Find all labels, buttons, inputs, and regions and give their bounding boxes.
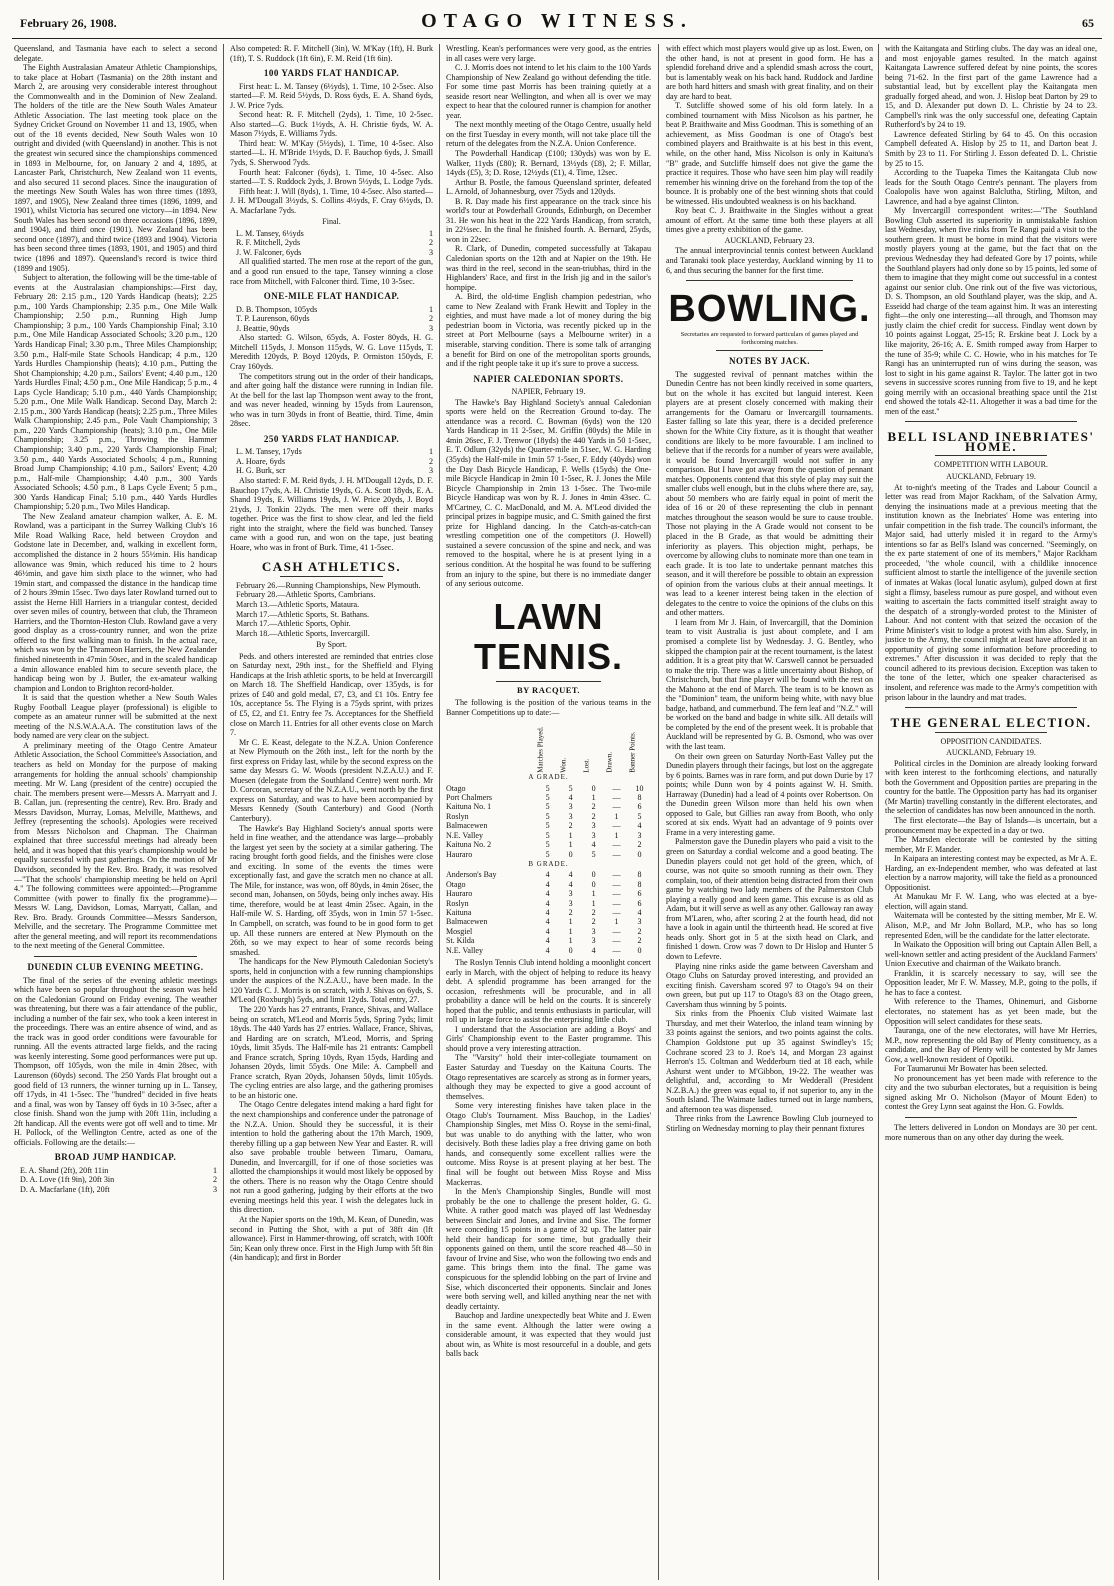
- paragraph: T. Sutcliffe showed some of his old form lately. In a combined tournament with Miss Nicolson as his partner, he beat P. Braithwaite and Miss Goodman. This is something of an achievement, as Miss Goodman is one of Otago's best combined players and Braithwaite is at his best in this event, while, on the other hand, Miss Nicolson is only in Kaituna's "B" grade, and Sutcliffe himself does not give the game the practice it requires. Those who have seen him play will readily remember his winning drive on the forehand from the top of the bounce. It is probably one of the best winning shots that could be witnessed. His undoubted weakness is on his backhand.: [666, 101, 873, 206]
- column-header: Matches Played.: [536, 726, 545, 773]
- table-cell: 1: [591, 889, 596, 899]
- table-cell: —: [612, 936, 621, 946]
- table-cell: 4: [591, 840, 596, 850]
- table-cell: 8: [637, 870, 642, 880]
- section-heading: BELL ISLAND INEBRIATES' HOME.: [887, 429, 1095, 454]
- table-cell: 0: [637, 849, 642, 859]
- table-cell: 8: [637, 879, 642, 889]
- dateline: NAPIER, February 19.: [511, 387, 586, 397]
- paragraph: The final of the series of the evening athletic meetings which have been so popular throughout the season was held on the Caledonian Ground on Friday evening. The weather was threatening, but there was a fair attendance of the public, including a number of the fair sex, who took a keen interest in the proceedings. There was an entire absence of wind, and as the track was in good order conditions were favourable for running. All the events attracted large fields, and the racing was keenly interesting. Some good performances were put up. Thompson, off 105yds, won the mile in 4min 28sec, with Laurenson (60yds) second. The 250 Yards Flat brought out a good field of 13 runners, the winner turning up in L. Tansey, off 17yds, in 41 1-5sec. The "hundred" decided in five heats and a final, was won by Tansey off 6yds in 10 3-5sec, after a close finish. Shand won the jump with 20ft 11in, including a 2ft handicap. All the events were got off well and to time. Mr H. Pollock, of the Wellington Centre, acted as one of the officials. Following are the details:—: [14, 975, 217, 1147]
- table-cell: 4: [545, 889, 550, 899]
- result-row: D. A. Love (1ft 9in), 20ft 3in 2: [20, 1175, 217, 1185]
- table-cell: 5: [637, 811, 642, 821]
- table-cell: 5: [545, 802, 550, 812]
- table-cell: 0: [568, 849, 573, 859]
- table-cell: 4: [568, 870, 573, 880]
- result-row: E. A. Shand (2ft), 20ft 11in 1: [20, 1165, 217, 1175]
- divider: [905, 421, 1077, 422]
- fixture-item: March 13.—Athletic Sports, Mataura.: [236, 599, 360, 609]
- team-name: Hauraro: [446, 889, 473, 899]
- team-name: N.E. Valley: [446, 830, 483, 840]
- column-rule: [878, 44, 879, 1580]
- section-heading: THE GENERAL ELECTION.: [890, 715, 1092, 731]
- paragraph: The annual interprovincial tennis contest between Auckland and Taranaki took place yesterday, Auckland winning by 11 to 6, and thus securing the banner for the first time.: [666, 246, 873, 275]
- team-name: Anderson's Bay: [446, 870, 497, 880]
- table-cell: 6: [637, 898, 642, 908]
- team-name: Otago: [446, 783, 466, 793]
- table-cell: 1: [568, 926, 573, 936]
- paragraph: Lawrence defeated Stirling by 64 to 45. On this occasion Campbell defeated A. Hislop by 25 to 11, and Darton beat J. Smith by 23 to 11. For Stirling J. Esson defeated D. L. Christie by 25 to 15.: [885, 129, 1097, 168]
- paragraph: In Kaipara an interesting contest may be expected, as Mr A. E. Harding, an ex-Independent member, who was defeated at last election by a narrow majority, will take the field as a pronounced Oppositionist.: [885, 854, 1097, 892]
- paragraph: Mr C. E. Keast, delegate to the N.Z.A. Union Conference at New Plymouth on the 26th inst., left for the north by the first express on Friday last, while by the second express on the same day Messrs G. W. Woods (president N.Z.A.U.) and F. Muesen (delegate from the Southland Centre) went north. Mr D. Corcoran, secretary of the N.Z.A.U., went north by the first express on Saturday, and was to have been accompanied by Messrs Kennedy (South Canterbury) and Good (North Canterbury).: [230, 737, 433, 824]
- subheading: Final.: [322, 217, 341, 227]
- paragraph: In Waikato the Opposition will bring out Captain Allen Bell, a well-known settler and acting president of the Auckland Farmers' Union Executive and chairman of the Waikato branch.: [885, 940, 1097, 969]
- result-row: D. A. Macfarlane (1ft), 20ft 3: [20, 1184, 217, 1194]
- paragraph: The next monthly meeting of the Otago Centre, usually held on the first Tuesday in every month, will not take place till the return of the delegates from the N.Z.A. Union Conference.: [446, 120, 651, 149]
- table-cell: 1: [591, 898, 596, 908]
- team-name: Port Chalmers: [446, 793, 492, 803]
- table-cell: 0: [568, 945, 573, 955]
- table-cell: 4: [591, 945, 596, 955]
- paragraph: Also competed: R. F. Mitchell (3in), W. M'Kay (1ft), H. Burk (1ft), T. S. Ruddock (1ft 6in), F. M. Reid (1ft 6in).: [230, 44, 433, 63]
- divider: [905, 707, 1077, 708]
- table-row: [446, 908, 651, 917]
- paragraph: Subject to alteration, the following will be the time-table of events at the Australasian championships:—First day, February 28: 2.15 p.m., 120 Yards Handicap (heats); 2.25 p.m., 100 Yards Championship; 2.35 p.m., One Mile Walk Championship; 2.50 p.m., Running High Jump Championship; 3 p.m., 100 Yards Championship Final; 3.10 p.m., One Mile Handicap Associated Schools; 3.20 p.m., 120 Yards Handicap Final; 3.30 p.m., Three Miles Championship; 3.50 p.m., Half-mile State Schools Handicap; 4 p.m., 120 Yards Hurdles Championship (heats); 4.10 p.m., Putting the Shot Championship; 4.20 p.m., Sailors' Event; 4.40 p.m., 120 Yards Hurdles Final; 4.50 p.m., One Mile Handicap; 5 p.m., 4 Laps Cycle Handicap; 5.10 p.m., 440 Yards Championship; 5.20 p.m., One Mile Walk Handicap. Second Day, March 2: 2.15 p.m., 300 Yards Handicap (heats); 2.25 p.m., Three Miles Walk Championship; 2.45 p.m., Pole Vault Championship; 3 p.m., 220 Yards Championship (heats); 3.10 p.m., One Mile Championship; 3.25 p.m., Throwing the Hammer Championship; 3.40 p.m., 220 Yards Championship Final; 3.50 p.m., 440 Yards Associated Schools; 4 p.m., Running Broad Jump Championship; 4.10 p.m., Sailors' Event; 4.20 p.m., Half-mile Championship; 4.40 p.m., 300 Yards Associated Schools; 4.50 p.m., 8 Laps Cycle Event; 5 p.m., 300 Yards Handicap Final; 5.10 p.m., 440 Yards Hurdles Championship; 5.20 p.m., Two Miles Handicap.: [14, 273, 217, 512]
- section-heading: ONE-MILE FLAT HANDICAP.: [263, 291, 400, 302]
- team-name: Balmacewen: [446, 821, 488, 831]
- table-row: [446, 802, 651, 811]
- paragraph: The New Zealand amateur champion walker, A. E. M. Rowland, was a participant in the Surrey Walking Club's 16 Mile Road Walking Race, held between Croydon and Godstone late in December, and, walking in excellent form, accomplished the distance in 2 hours 55½min. His handicap allowance was 9min, which reduced his time to 2 hours 46½min, and gave him sixth place to the winner, who had 19min start, and compassed the distance in the handicap time of 2 hours 39min 15sec. Two days later Rowland turned out to assist the Herne Hill Harriers in a triangular contest, decided over seven miles of country, between that club, the Thrameon Harriers, and the Thornton-Heston Club. Rowland gave a very good display as a cross-country runner, and won the prize offered to the first walking man to finish. In the actual race, which was won by the Thrameon Harriers, the New Zealander finished nineteenth in 47min 50sec, and in the scaled handicap a 4min allowance enabled him to secure seventh place, the handicap being won by J. Butler, the ex-amateur walking champion and London to Brighton record-holder.: [14, 511, 217, 693]
- result-row: H. G. Burk, scr 3: [236, 466, 433, 476]
- table-cell: 3: [591, 830, 596, 840]
- table-cell: 3: [591, 936, 596, 946]
- column-1: [14, 44, 217, 1580]
- result-row: J. Beattie, 90yds 3: [236, 323, 433, 333]
- divider: [905, 1117, 1077, 1118]
- table-cell: 4: [545, 936, 550, 946]
- divider: [496, 681, 601, 682]
- dateline: AUCKLAND, February 19.: [946, 748, 1036, 758]
- table-row: [446, 936, 651, 945]
- fixture-item: February 28.—Athletic Sports, Cambrians.: [236, 590, 376, 600]
- table-cell: 1: [568, 917, 573, 927]
- table-cell: 6: [637, 889, 642, 899]
- table-cell: 3: [568, 898, 573, 908]
- paragraph: R. Clark, of Dunedin, competed successfully at Takapau Caledonian sports on the 12th and at Napier on the 19th. He was third in the reel, second in the sean-triubhas, third in the Highlanders' Race, and first in the Irish jig and in the sailor's hornpipe.: [446, 244, 651, 292]
- paragraph: A. Bird, the old-time English champion pedestrian, who came to New Zealand with Frank Hewitt and Topley in the eighties, and must have made a lot of money during the big pedestrian boom in Victoria, was recently picked up in the street at Port Melbourne (says a Melbourne writer) in a miserable, starving condition. There is some talk of arranging a benefit for Bird on one of the metropolitan sports grounds, and if the right people take it up it's sure to prove a success.: [446, 292, 651, 369]
- table-row: [446, 880, 651, 889]
- table-cell: 1: [614, 830, 619, 840]
- table-cell: 3: [568, 802, 573, 812]
- issue-date: February 26, 1908.: [20, 16, 117, 30]
- paragraph: The following is the position of the various teams in the Banner Competitions up to date:—: [446, 698, 651, 717]
- table-cell: 4: [568, 879, 573, 889]
- table-row: [446, 793, 651, 802]
- table-cell: 3: [637, 830, 642, 840]
- result-row: L. M. Tansey, 17yds 1: [236, 447, 433, 457]
- paragraph: Wrestling. Kean's performances were very good, as the entries in all cases were very large.: [446, 44, 651, 63]
- table-cell: 1: [614, 811, 619, 821]
- team-name: Balmacewen: [446, 917, 488, 927]
- editor-note: Secretaries are requested to forward particulars of games played and forthcoming matches.: [680, 331, 859, 346]
- column-rule: [658, 44, 659, 1580]
- table-cell: 4: [545, 907, 550, 917]
- fixture-item: March 17.—Athletic Sports, Ophir.: [236, 619, 351, 629]
- team-name: Kaituna No. 2: [446, 840, 492, 850]
- paragraph: Roy beat C. J. Braithwaite in the Singles without a great amount of effort. At the same time both these players at all times give a pretty exhibition of the game.: [666, 206, 873, 235]
- table-cell: 4: [545, 870, 550, 880]
- table-cell: 5: [545, 840, 550, 850]
- table-cell: —: [612, 783, 621, 793]
- column-3: [446, 44, 651, 1580]
- fixture-item: March 17.—Athletic Sports, St. Bathans.: [236, 609, 370, 619]
- paragraph: I understand that the Association are adding a Boys' and Girls' Championship event to the Easter programme. This should prove a very interesting attraction.: [446, 1024, 651, 1053]
- paragraph: The "Varsity" hold their inter-collegiate tournament on Easter Saturday and Tuesday on the Kaituna Courts. The Otago representatives are scarcely as strong as in former years, although they may be expected to give a good account of themselves.: [446, 1053, 651, 1101]
- result-row: T. P. Laurenson, 60yds 2: [236, 314, 433, 324]
- table-row: [446, 821, 651, 830]
- team-name: St. Kilda: [446, 936, 475, 946]
- paragraph: The Roslyn Tennis Club intend holding a moonlight concert early in March, with the object of helping to reduce its heavy debt. A splendid programme has been arranged for the occasion, refreshments will be procurable, and in all probability a dance will be held on the courts. It is sincerely hoped that the public, and tennis enthusiasts in particular, will roll up in large force to assist the enterprising little club.: [446, 957, 651, 1025]
- table-cell: 1: [591, 793, 596, 803]
- table-cell: 4: [545, 898, 550, 908]
- team-name: Roslyn: [446, 811, 469, 821]
- paragraph: Second heat: R. F. Mitchell (2yds), 1. Time, 10 2-5sec. Also started—G. Buck 1½yds, A. H. Christie 6yds, W. A. Mason 7½yds, E. Williams 7yds.: [230, 110, 433, 139]
- column-header: Drawn.: [605, 751, 614, 773]
- table-cell: —: [612, 945, 621, 955]
- paragraph: C. J. Morris does not intend to let his claim to the 100 Yards Championship of New Zealand go without defending the title. For some time past Morris has been training quietly at a seaside resort near Wellington, and when all is over we may expect to hear that the coloured runner is champion for another year.: [446, 63, 651, 120]
- table-row: [446, 784, 651, 793]
- table-cell: 10: [635, 783, 644, 793]
- result-row: A. Hoare, 6yds 2: [236, 456, 433, 466]
- table-cell: 4: [637, 907, 642, 917]
- team-name: Roslyn: [446, 898, 469, 908]
- paragraph: B. R. Day made his first appearance on the track since his world's tour at Powderhall Grounds, Edinburgh, on December 31. He won his heat in the 222 Yards Handicap, from scratch, in 22½sec. In the final he finished fourth. A. Bernard, 25yds, won in 22sec.: [446, 196, 651, 244]
- paragraph: Franklin, it is scarcely necessary to say, will see the Opposition leader, Mr F. W. Massey, M.P., going to the polls, if he has to face a contest.: [885, 968, 1097, 997]
- column-header: Lost.: [582, 758, 591, 773]
- fixture-item: March 18.—Athletic Sports, Invercargill.: [236, 628, 370, 638]
- table-cell: —: [612, 870, 621, 880]
- table-row: [446, 889, 651, 898]
- paragraph: Playing nine rinks aside the game between Caversham and Otago Clubs on Saturday proved interesting, and provided an exciting finish. Caversham scored 97 to Otago's 94 on their own green, but put up 117 to Otago's 83 on the Otago green, Caversham thus winning by 5 points.: [666, 961, 873, 1009]
- paragraph: I learn from Mr J. Hain, of Invercargill, that the Dominion team to visit Australia is just about complete, and I am promised a complete list by Wednesday. J. G. Bentley, who skipped the champion pair at the recent tournament, is the latest addition. It is a great pity that W. Carswell cannot be persuaded to make the trip. There was a little uncertainty about Bishop, of Christchurch, but that fine player will be found with the rest on the Mahono at the end of March. The team is to be known as the "Dominion" team, the uniform being white, with navy blue badge, hatband, and cummerbund. The fern leaf and "N.Z." will be worked on the band and badge in white silk. All details will be completed by the end of the present week. It is probable that Auckland will be represented by G. B. Osmond, who was over with the last team.: [666, 617, 873, 751]
- paragraph: At Manukau Mr F. W. Lang, who was elected at a bye-election, will again stand.: [885, 892, 1097, 911]
- table-cell: 4: [568, 793, 573, 803]
- table-cell: 3: [637, 917, 642, 927]
- section-heading: 100 YARDS FLAT HANDICAP.: [263, 68, 400, 79]
- table-cell: 4: [545, 917, 550, 927]
- paragraph: The Marsden electorate will be contested by the sitting member, Mr F. Mander.: [885, 835, 1097, 854]
- fixture-item: February 26.—Running Championships, New Plymouth.: [236, 580, 421, 590]
- paragraph: Arthur B. Postle, the famous Queensland sprinter, defeated L. Arnold, of Johannesburg, over 75yds and 120yds.: [446, 177, 651, 197]
- paragraph: Tauranga, one of the new electorates, will have Mr Herries, M.P., now representing the old Bay of Plenty constituency, as a candidate, and the Bay of Plenty will be contested by Mr James Gow, a well-known resident of Opotiki.: [885, 1026, 1097, 1064]
- result-list: [230, 305, 433, 334]
- subheading: COMPETITION WITH LABOUR.: [934, 460, 1048, 470]
- table-cell: 4: [545, 945, 550, 955]
- paragraph: The Powderhall Handicap (£100; 130yds) was won by E. Walker, 11yds (£80); R. Bernard, 13½yds (£8), 2; F. Millar, 14yds (£5), 3; D. Rose, 12½yds (£1), 4. Time, 12sec.: [446, 149, 651, 178]
- table-cell: —: [612, 821, 621, 831]
- table-cell: 0: [591, 783, 596, 793]
- byline: BY RACQUET.: [516, 684, 581, 695]
- table-cell: 6: [637, 802, 642, 812]
- table-cell: —: [612, 907, 621, 917]
- table-row: [446, 870, 651, 879]
- newspaper-title: OTAGO WITNESS.: [421, 10, 693, 32]
- table-cell: —: [612, 802, 621, 812]
- paragraph: Also started: F. M. Reid 8yds, J. H. M'Dougall 12yds, D. F. Bauchop 17yds, A. H. Christie 19yds, G. A. Scott 18yds, E. A. Shand 19yds, E. Williams 19yds, J. W. Price 20yds, J. Boyd 21yds, J. Tonkin 22yds. The men were off their marks together. Price was the first to show clear, and led the field right into the straight, where the field was bunched. Tansey came with a good run, and won on the tape, just beating Hoare, who was in front of Burk. Time, 41 1-5sec.: [230, 475, 433, 552]
- paragraph: The first electorate—the Bay of Islands—is uncertain, but a pronouncement may be expected in a day or two.: [885, 816, 1097, 835]
- divider: [34, 956, 197, 957]
- section-heading: NAPIER CALEDONIAN SPORTS.: [473, 373, 624, 384]
- table-cell: 2: [568, 821, 573, 831]
- column-header: Won.: [559, 757, 568, 773]
- paragraph: In the Men's Championship Singles, Bundle will most probably be the one to challenge the present holder, G. G. White. A rather good match was played off last Wednesday between Sinclair and Jones, and Irvine and Sise. The former were conceding 15 points in a game of 32 up. The latter pair held their handicap for some time, but gradually their opponents gained on them, until the score reached 48—50 in favour of Irvine and Sise, who won the following two ends and game. This brings them into the final. The game was conspicuous for the splendid lobbing on the part of Irvine and Sise, which disconcerted their opponents. Sinclair and Jones were both serving well, and killed anything near the net with deadly certainty.: [446, 1187, 651, 1311]
- dateline: AUCKLAND, February 19.: [946, 471, 1036, 481]
- table-cell: 2: [591, 907, 596, 917]
- table-cell: —: [612, 840, 621, 850]
- section-heading: LAWN TENNIS.: [473, 595, 623, 677]
- paragraph: Three rinks from the Lawrence Bowling Club journeyed to Stirling on Wednesday morning to play their pennant fixtures: [666, 1114, 873, 1133]
- divider: [686, 280, 853, 281]
- table-cell: 2: [591, 802, 596, 812]
- table-cell: 5: [545, 811, 550, 821]
- page-number: 65: [1082, 16, 1094, 30]
- result-row: J. W. Falconer, 6yds 3: [236, 247, 433, 257]
- table-row: [446, 917, 651, 926]
- team-name: Hauraro: [446, 849, 473, 859]
- team-name: N.E. Valley: [446, 945, 483, 955]
- result-row: R. F. Mitchell, 2yds 2: [236, 238, 433, 248]
- team-name: Mosgiel: [446, 926, 473, 936]
- paragraph: All qualified started. The men rose at the report of the gun, and a good run ensued to the tape, Tansey winning a close race from Mitchell, with Falconer third. Time, 10 3-5sec.: [230, 257, 433, 286]
- section-heading: CASH ATHLETICS.: [261, 559, 402, 575]
- table-cell: 4: [545, 879, 550, 889]
- table-cell: —: [612, 879, 621, 889]
- divider: [935, 732, 1047, 733]
- table-cell: 5: [545, 821, 550, 831]
- paragraph: Also started: G. Wilson, 65yds, A. Foster 80yds, H. G. Mitchell 115yds, J. Monson 115yds, W. G. Love 115yds, T. Meredith 120yds, P. Boyd 120yds, P. Ormiston 150yds, F. Cray 160yds.: [230, 333, 433, 371]
- table-cell: 2: [591, 811, 596, 821]
- table-cell: 3: [568, 811, 573, 821]
- paragraph: On their own green on Saturday North-East Valley put the Dunedin players through their facings, but lost on the aggregate by 6 points. Barnes was in rare form, and put down Durie by 17 points; while Dunn won by 4 points against W. H. Smith. Harraway (Dunedin) had a lead of 4 points over Robertson. On the Dunedin green Wilson more than held his own when opposed to Gale, but Gillies ran away from Booth, who only scored at six ends. Wyatt had an advantage of 9 points over Frame in a very interesting game.: [666, 751, 873, 837]
- grade-label: A GRADE.: [528, 773, 569, 782]
- divider: [716, 350, 823, 351]
- fixtures-list: [230, 581, 433, 638]
- paragraph: The suggested revival of pennant matches within the Dunedin Centre has not been kindly received in some quarters, but on the whole it has excited but languid interest. Keen players are at present closely concerned with making their arrangements for the Oamaru or Invercargill tournaments. Easter falling so late this year, there is a decided preference shown for the White City fixture, as it is thought that weather conditions are likely to be more favourable. I am inclined to believe that if the records for a number of years were available, it would be found Invercargill would not suffer in any comparison. But I have got away from the question of pennant matches. Opponents contend that this style of play may suit the smaller clubs well enough, but in the clubs where there are, say, about 50 members who are fairly equal in point of merit the idea of 16 or 20 of these representing the club in pennant matches throughout the season would be sure to cause trouble. Those not playing in the A Grade would not consent to be placed in the B Grade, as that would be admitting their inferiority as players. This objection might, perhaps, be overcome by allowing clubs to nominate more than one team in each grade. It is too late to undertake pennant matches this season, and it will therefore be possible to obtain an expression of opinion from the various clubs at their annual meetings. It was lead to a keener interest being taken in the election of delegates to the centre to voice the opinions of the clubs on this and other matters.: [666, 369, 873, 618]
- team-name: Otago: [446, 879, 466, 889]
- paragraph: Bauchop and Jardine unexpectedly beat White and J. Ewen in the same event. Although the latter were owing a considerable amount, it was expected that they would just about win, as White is most resourceful in a double, and gets balls back: [446, 1311, 651, 1359]
- table-cell: 4: [637, 821, 642, 831]
- result-row: L. M. Tansey, 6½yds 1: [236, 228, 433, 238]
- column-2: [230, 44, 433, 1580]
- section-heading: BOWLING.: [668, 288, 871, 331]
- table-cell: —: [612, 926, 621, 936]
- paragraph: With reference to the Thames, Ohinemuri, and Gisborne electorates, no statement has as yet been made, but the Opposition will select candidates for these seats.: [885, 997, 1097, 1026]
- table-cell: 3: [568, 889, 573, 899]
- table-cell: 0: [591, 879, 596, 889]
- paragraph: The Hawke's Bay Highland Society's annual sports were held in fine weather, and the attendance was large—probably the largest yet seen by the society at a similar gathering. The racing brought forth good fields, and the finishes were close and exciting. In some of the events the times were exceptionally fast, and gave the scratch men no chance at all. The Mile, for instance, was won, off 80yds, in 4min 26sec, the second man, Johansen, on 50yds, being only inches away. His time, therefore, would be at least 4min 25sec. Again, in the Half-mile W. S. Harding, off 35yds, won in 1min 57 1-5sec. In Campbell, on scratch, was found to be in good form to get up. All these runners are entered at New Plymouth on the 26th, so we may expect to hear of some records being smashed.: [230, 823, 433, 957]
- table-cell: 1: [614, 917, 619, 927]
- paragraph: The Eighth Australasian Amateur Athletic Championships, to take place at Hobart (Tasmania) on the 28th instant and March 2, are arousing very considerable interest throughout the Commonwealth and in the Dominion of New Zealand. The holders of the title are the New South Wales Amateur Athletic Association. The last meeting took place on the Sydney Cricket Ground on November 11 and 13, 1905, when out of the 18 events decided, New South Wales won 10 outright and divided (with Queensland) in another. This is not the greatest win secured since the championships commenced in 1893 in Melbourne, for, on January 2 and 4, 1895, at Lancaster Park, Christchurch, New Zealand won 11 events, and also secured 11 second places. Since the inauguration of the meetings New South Wales has won three times (1893, 1897, and 1905), New Zealand three times (1896, 1899, and 1901), whilst Victoria has secured one victory—in 1894. New South Wales has been second on three occasions (1896, 1899, and 1904), and third once (1901). New Zealand has been second once (1897), and third twice (1893 and 1904). Victoria has been second three times (1893, 1901, and 1905) and third twice (1896 and 1897). Queensland's record is twice third (1899 and 1905).: [14, 63, 217, 273]
- section-heading: DUNEDIN CLUB EVENING MEETING.: [27, 961, 204, 972]
- paragraph: The 220 Yards has 27 entrants, France, Shivas, and Wallace being on scratch, M'Leod and Morris 5yds, Spring 7yds; limit 18yds. The 440 Yards has 27 entries. Wallace, France, Shivas, and Harding are on scratch, M'Leod, Morris, and Spring 10yds, limit 35yds. The Half-mile has 21 entrants: Campbell and France scratch, Spring 10yds, Ryan 15yds, Harding and Johansen 20yds, limit 55yds. One Mile: A. Campbell and France scratch, Ryan 20yds, Johansen 50yds, limit 105yds. The cycling entries are also large, and the gathering promises to be an historic one.: [230, 1004, 433, 1100]
- table-cell: —: [612, 793, 621, 803]
- subheading: OPPOSITION CANDIDATES.: [940, 736, 1042, 746]
- table-cell: 2: [637, 936, 642, 946]
- paragraph: At to-night's meeting of the Trades and Labour Council a letter was read from Major Rackham, of the Salvation Army, denying the insinuations made at a previous meeting that the institution known as the Inebriates' Home was entering into unfair competition in the fish trade. The council's informant, the Major said, had utterly misled it in regard to the Army's intentions so far as Bell's Island was concerned. "Seemingly, on the ex parte statement of one of its members," Major Rackham proceeded, "the whole council, with a childlike innocence sufficient almost to startle the intelligence of the juvenile section of inmates at Wakas (local lunatic asylum), gulped down at first sight a flimsy, baseless rumour as pure gospel, and without even waiting to ascertain the facts committed itself straight away to the despatch of a strongly-worded protest to the Minister of Labour. And not content with that seized the occasion of the Prime Minister's visit to lodge a protest with him also. Surely, in justice to the Army, the council might at least have afforded it an opportunity of giving some information before proceeding to extremes." After discussion it was decided to reply that the council adhered to its previous decision. Exception was taken to the tone of the letter, which one speaker characterised as insolent, and reference was made to the Army's competition with prison labour in the laundry and mat trades.: [885, 482, 1097, 702]
- table-cell: 4: [545, 926, 550, 936]
- table-cell: 0: [637, 945, 642, 955]
- table-cell: —: [612, 849, 621, 859]
- paragraph: Queensland, and Tasmania have each to select a second delegate.: [14, 44, 217, 63]
- table-cell: 5: [545, 793, 550, 803]
- paragraph: For Taumarunui Mr Bowater has been selected.: [894, 1064, 1048, 1074]
- paragraph: According to the Tuapeka Times the Kaitangata Club now leads for the South Otago Centre's pennant. The players from Coalopolis have won against Balclutha, Stirling, Milton, and Lawrence, and had a bye against Clinton.: [885, 168, 1097, 206]
- grade-label: B GRADE.: [528, 859, 569, 868]
- table-cell: 2: [637, 926, 642, 936]
- column-5: [885, 44, 1097, 1580]
- paragraph: At the Napier sports on the 19th, M. Kean, of Dunedin, was second in Putting the Shot, with a put of 38ft 4in (lft allowance). First in Hammer-throwing, off scratch, with 100ft 5in; Kean only threw once. First in the High Jump with 5ft 8in (4in handicap); and first in Border: [230, 1214, 433, 1263]
- paragraph: Third heat: W. M'Kay (5½yds), 1. Time, 10 4-5sec. Also started—L. H. M'Bride 1½yds, D. F. Bauchop 6yds, J. Smaill 7yds, S. Sherwood 7yds.: [230, 138, 433, 168]
- table-cell: 2: [591, 917, 596, 927]
- table-cell: 8: [637, 793, 642, 803]
- paragraph: The letters delivered in London on Mondays are 30 per cent. more numerous than on any other day during the week.: [885, 1122, 1097, 1142]
- table-cell: 5: [545, 830, 550, 840]
- divider: [935, 455, 1047, 456]
- table-cell: 3: [591, 926, 596, 936]
- result-list: [230, 447, 433, 476]
- paragraph: The competitors strung out in the order of their handicaps, and after going half the distance were running in Indian file. At the bell for the last lap Thompson went away to the front, and was never headed, winning by 15yds from Laurenson, who was in turn 30yds in front of Beattie, third. Time, 4min 28sec.: [230, 371, 433, 429]
- column-rule: [439, 44, 440, 1580]
- byline: By Sport.: [316, 640, 347, 650]
- table-cell: 5: [568, 783, 573, 793]
- team-name: Kaituna: [446, 907, 472, 917]
- table-cell: 2: [637, 840, 642, 850]
- paragraph: The Hawke's Bay Highland Society's annual Caledonian sports were held on the Recreation Ground to-day. The attendance was a record. C. Bowman (6yds) won the 120 Yards Handicap in 11 2-5sec, M. Griffin (80yds) the Mile in 4min 26sec, F. J. Trenwor (18yds) the 440 Yards in 50 1-5sec, E. T. Odlum (32yds) the Quarter-mile in 51sec, W. G. Harding (35yds) the Half-mile in 1min 57 1-5sec, F. Eddy (40yds) won the Day Dash Bicycle Handicap, F. Wells (15yds) the One-mile Bicycle Handicap in 2min 10 1-5sec, R. J. Jones the Mile Bicycle Championship in 2min 13 1-5sec. The Two-mile Bicycle Handicap was won by R. J. Jones in 4min 43sec. C. M'Cartney, C. C. MacDonald, and M. A. M'Leod divided the principal prizes in bagpipe music, and C. Smith gained the first prize for Highland dancing. In the Catch-as-catch-can wrestling competition one of the competitors (J. Howell) sustained a severe concussion of the spine and neck, and was removed to the hospital, where he is at present lying in a serious condition. At the hospital he was found to be suffering from an injury to the spine, but there is no immediate danger of any serious outcome.: [446, 397, 651, 589]
- result-row: D. B. Thompson, 105yds 1: [236, 304, 433, 314]
- result-list: [14, 1166, 217, 1195]
- paragraph: A preliminary meeting of the Otago Centre Amateur Athletic Association, the School Committee's Association, and teachers as held on Monday for the purpose of making arrangements for holding the annual schools' championship meeting. Mr W. Lang (president of the centre) occupied the chair. The members present were—Messrs A. Marryatt and J. B. Callan, jun. (representing the centre), Rev. Bro. Brady and Messrs Davidson, Murray, Lomas, Melville, Matthews, and Jeffrey (representing the schools). Apologies were received from Messrs Nicholson and Chapman. The Chairman explained that three successful meetings had already been held, and it was hoped that this year's championship would be equally successful with past gatherings. On the motion of Mr Davidson, seconded by the Rev. Bro. Brady, it was resolved—"That the schools' championship meeting be held on April 4." The following committees were appointed:—Programme Committee (with power to finally fix the programme)—Messrs W. Lang, Davidson, Lomas, Marryatt, Callan, and Rev. Bro. Brady. Grounds Committee—Messrs Sanderson, Melville, and the secretary. The Programme Committee met after the general meeting, and will report its recommendations to the next meeting of the General Committee.: [14, 740, 217, 951]
- table-cell: —: [612, 898, 621, 908]
- table-cell: 3: [591, 821, 596, 831]
- paragraph: Waitemata will be contested by the sitting member, Mr E. W. Alison, M.P., and Mr John Bollard, M.P., who has so long represented Eden, will be the candidate for the latter electorate.: [885, 911, 1097, 940]
- divider: [280, 576, 383, 577]
- paragraph: Fourth heat: Falconer (6yds), 1. Time, 10 4-5sec. Also started—T. S. Ruddock 2yds, J. Brown 5½yds, L. Lodge 7yds.: [230, 167, 433, 187]
- table-cell: 5: [545, 783, 550, 793]
- paragraph: Palmerston gave the Dunedin players who paid a visit to the green on Saturday a cordial welcome and a good beating. The Dunedin players could not get hold of the green, which, of course, was not quite so smooth running as their own. They complain, too, of their attention being distracted from their own game by watching two lady members of the Palmerston Club playing a really good and keen game. This excuse is as old as Adam, but it will serve as well as any other. Galloway ran away from M'Laren, who, after scoring 2 at the fourth head, did not have a look in again until the thirteenth head. He scored at five heads only. Short got in 5 at the sixth head on Clark, and finished 1 down. Crow was 7 down to Dr Hislop and Hunter 5 down to Lefevre.: [666, 837, 873, 962]
- table-cell: 1: [568, 840, 573, 850]
- section-heading: NOTES BY JACK.: [729, 356, 810, 367]
- column-rule: [223, 44, 224, 1580]
- result-list: [230, 229, 433, 258]
- paragraph: Political circles in the Dominion are already looking forward with keen interest to the forthcoming elections, and naturally both the Government and Opposition parties are preparing in the country for the battle. The Opposition party has had its organiser (Mr Martin) travelling constantly in the different electorates, and the selection of candidates has now been announced in the north.: [885, 758, 1097, 816]
- paragraph: Six rinks from the Phoenix Club visited Waimate last Thursday, and met their Waterloo, the inland team winning by 33 points against the seniors, and two points against the colts. Champion Goldstone put up 35 against Swindley's 15; Cochrane scored 23 to J. Roe's 14, and Morgan 23 against Herron's 15. Coltman and Wedderburn tied at 18 each, while Ashurst went under to M'Gibbon, 19-22. The weather was delightful, and, according to Mr Wedderall (President N.Z.B.A.) the green was equal to, if not superior to, any in the South Island. The Waimate ladies turned out in large numbers, and afternoon tea was dispensed.: [666, 1009, 873, 1114]
- dateline: AUCKLAND, February 23.: [724, 235, 815, 245]
- table-row: [446, 946, 651, 955]
- table-row: [446, 840, 651, 849]
- table-row: [446, 831, 651, 840]
- paragraph: Fifth heat: J. Will (8yds), 1. Time, 10 4-5sec. Also started—J. H. M'Dougall 3½yds, S. Collins 4½yds, F. Cray 6½yds, D. A. Macfarlane 7yds.: [230, 186, 433, 215]
- paragraph: with the Kaitangata and Stirling clubs. The day was an ideal one, and most enjoyable games resulted. In the match against Kaitangata Lawrence suffered defeat by nine points, the scores being 71-62. In the first part of the game Lawrence had a substantial lead, but by excellent play the Kaitangata men gradually forged ahead, and won. J. Hislop beat Darton by 29 to 15, and D. Alexander put down D. L. Christie by 24 to 23. Campbell's rink was the only successful one, defeating Captain Rutherford's by 24 to 19.: [885, 44, 1097, 130]
- table-cell: 5: [545, 849, 550, 859]
- table-cell: 0: [591, 870, 596, 880]
- column-header: Banner Points.: [628, 731, 637, 773]
- table-cell: 1: [568, 936, 573, 946]
- table-row: [446, 899, 651, 908]
- banner-standings-table: [446, 720, 651, 955]
- section-heading: 250 YARDS FLAT HANDICAP.: [263, 433, 400, 444]
- paragraph: with effect which most players would give up as lost. Ewen, on the other hand, is not at present in good form. He has a splendid forehand drive and a splendid smash across the court, but is lamentably weak on his back hand. Ruddock and Jardine are both hard hitters and smash with great finality, and on their day are hard to beat.: [666, 44, 873, 101]
- column-4: [666, 44, 873, 1580]
- paragraph: The handicaps for the New Plymouth Caledonian Society's sports, held in conjunction with a few running championships under the auspices of the N.Z.A.U., have been made. In the 120 Yards C. J. Morris is on scratch, with J. Shivas on 6yds, S. M'Leod (Roxburgh) 5yds, and limit 12yds. Total entry, 27.: [230, 957, 433, 1005]
- section-heading: BROAD JUMP HANDICAP.: [54, 1152, 177, 1163]
- table-cell: —: [612, 889, 621, 899]
- paragraph: Peds. and others interested are reminded that entries close on Saturday next, 29th inst., for the Sheffield and Flying Handicaps at the Irish athletic sports, to be held at Invercargill on March 18. The Sheffield Handicap, over 135yds, is for prizes of £40 and gold medal, £7, £3, and £1 10s. Entry fee 10s, acceptance 5s. The Flying is a 75yds sprint, with prizes of £5, £2, and £1. Entry fee 7s. Acceptances for the Sheffield close on March 11. Entries for all other events close on March 7.: [230, 651, 433, 738]
- table-cell: 1: [568, 830, 573, 840]
- paragraph: First heat: L. M. Tansey (6½yds), 1. Time, 10 2-5sec. Also started—F. M. Reid 5½yds, D. Ross 6yds, E. A. Shand 6yds, J. W. Price 7yds.: [230, 81, 433, 110]
- table-cell: 2: [568, 907, 573, 917]
- paragraph: It is said that the question whether a New South Wales Rugby Football League player (professional) is eligible to compete as an amateur runner will be submitted at the next meeting of the N.S.W.A.A.A. The constitution laws of the body named are very clear on the subject.: [14, 693, 217, 741]
- table-row: [446, 927, 651, 936]
- table-row: [446, 850, 651, 859]
- paragraph: The Otago Centre delegates intend making a hard fight for the next championships and conference under the patronage of the N.Z.A. Union. Should they be successful, it is their intention to hold the gathering about the 17th March, 1909, thereby filling up a gap between New Year and Easter. R. will also save probable trouble between Timaru, Oamaru, Dunedin, and Invercargill, for if one of those societies was allotted the championships it would most likely be opposed by the others. There is no reason why the Otago Centre should not run a good gathering, judging by their efforts at the two evening meetings held this year. I wish the delegates luck in this direction.: [230, 1100, 433, 1215]
- paragraph: Some very interesting finishes have taken place in the Otago Club's Tournament. Miss Bauchop, in the Ladies' Championship Singles, met Miss O. Royse in the semi-final, but was unable to do anything with the latter, who won decisively. Both these ladies play a free driving game on both hands, and consequently some excellent rallies were the outcome. Miss Royse is at present playing at her best. The final will be fought out between Miss Royse and Miss Mackerras.: [446, 1101, 651, 1187]
- table-cell: 5: [591, 849, 596, 859]
- masthead: [12, 6, 1102, 39]
- table-row: [446, 812, 651, 821]
- paragraph: My Invercargill correspondent writes:—"The Southland Bowling Club asserted its superiority in unmistakable fashion last Wednesday, when five rinks from Te Rangi paid a visit to the southern green. It must be borne in mind that the visitors were mostly players young at the game, but the fact that on the previous Wednesday they had defeated Gore by 17 points, while the Southland players had only done so by 15 points, led some of them to imagine that they might come out successful in a contest against our senior club. One rink out of the five was victorious, D. S. Thompson, an old Southland player, was the skip, and A. Esseidd had charge of the team against him. It was an interesting fight—the only one interesting—all through, and Thomson may justly claim the chief credit for success. Findlay went down by 10 points against Loggat, 25-15; R. Erskine beat J. Lock by a like majority, 26-16; A. E. Smith romped away from Harper to the tune of 35-9; while C. C. Howie, who in his matches for Te Rangi has an uninterrupted run of wins during the season, was lost to sight in his game against R. Taylor. The latter got in two sevens in successive scores running from five to 19, and he kept going merrily with an occasional breathing space until the 21st end showed the totals 42-11. Altogether it was a bad time for the men of the east.": [885, 206, 1097, 416]
- team-name: Kaituna No. 1: [446, 802, 492, 812]
- paragraph: No pronouncement has yet been made with reference to the city and the two suburban electorates, but a requisition is being signed asking Mr O. Nicholson (Mayor of Mount Eden) to contest the Grey Lynn seat against the Hon. G. Fowlds.: [885, 1073, 1097, 1112]
